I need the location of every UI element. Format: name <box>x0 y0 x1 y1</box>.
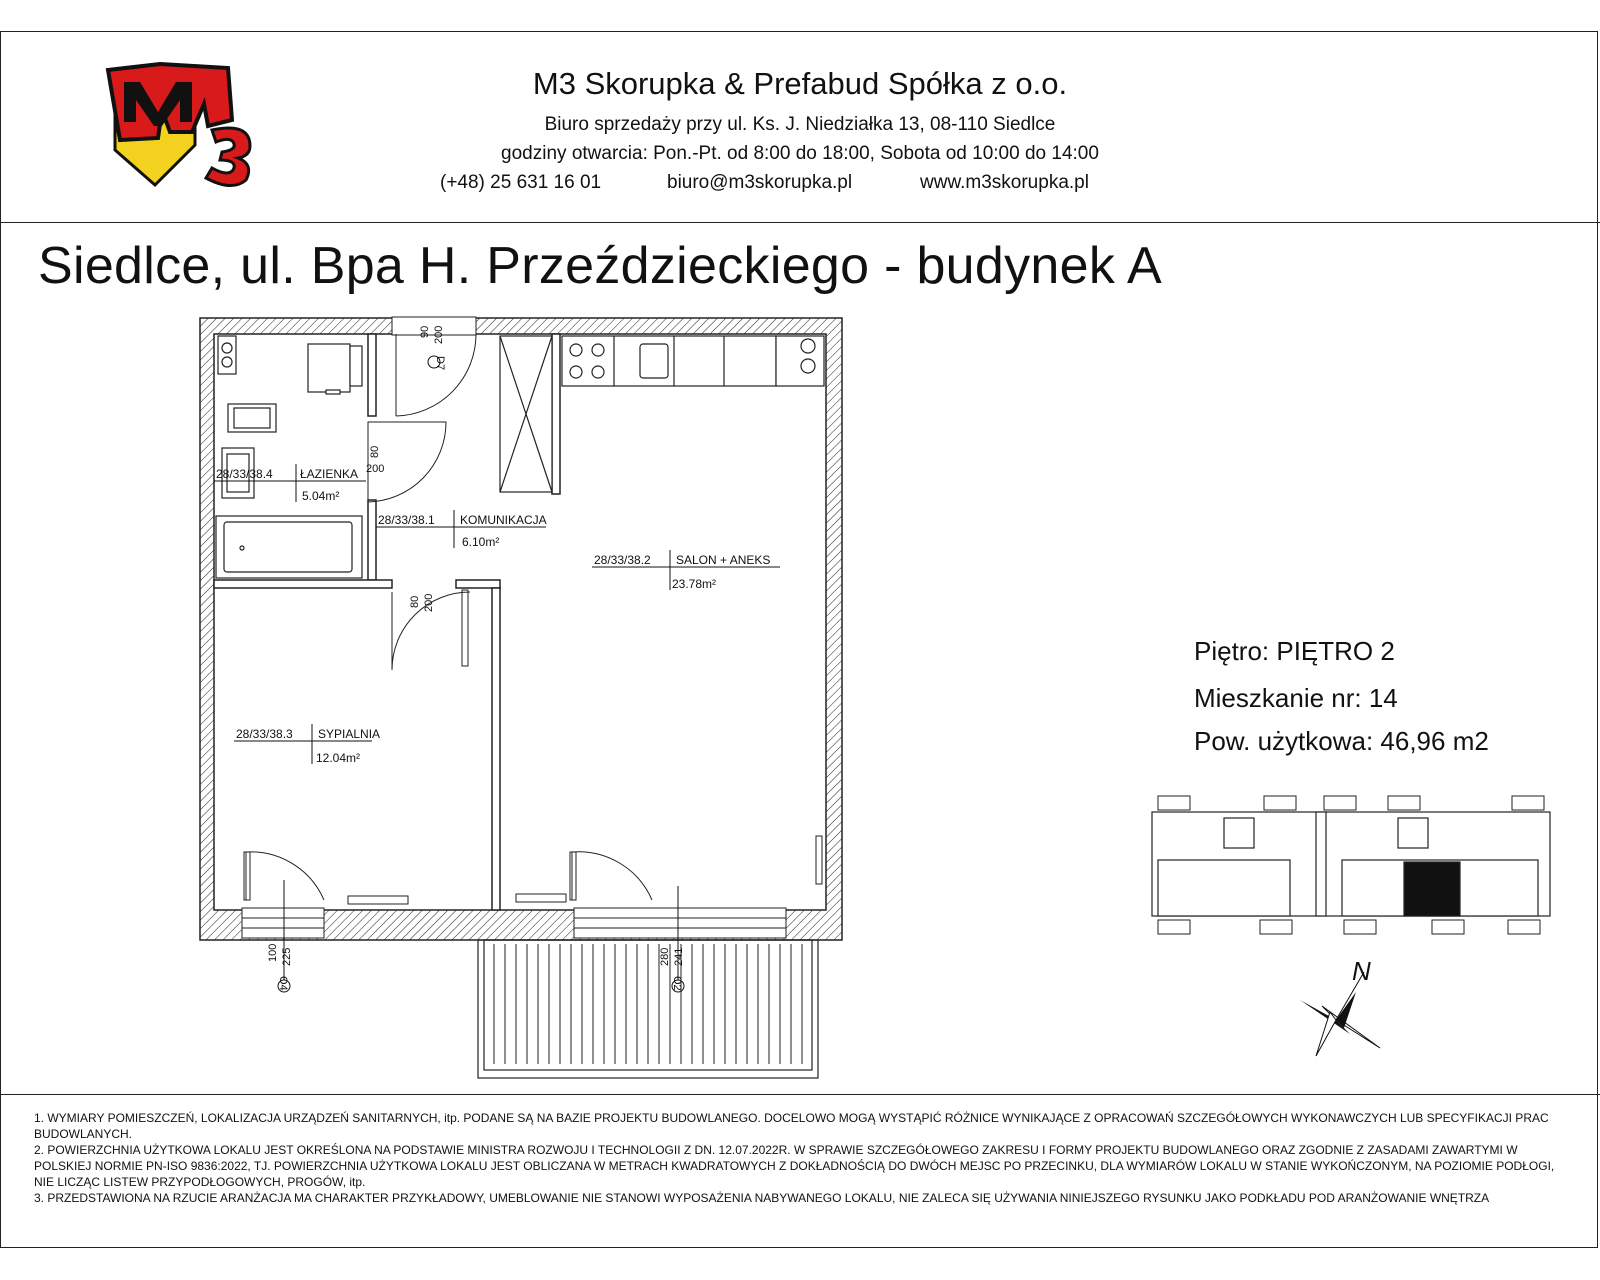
key-plan-balcony <box>1512 796 1544 810</box>
room-code: 28/33/38.1 <box>378 513 435 527</box>
info-apartment: Mieszkanie nr: 14 <box>1194 683 1398 713</box>
room-area: 6.10m² <box>462 535 500 549</box>
key-plan-balcony <box>1264 796 1296 810</box>
dim-top-door-id: D7 <box>434 356 446 371</box>
key-plan-balcony <box>1432 920 1464 934</box>
kitchen-counter <box>562 336 824 386</box>
key-plan-balcony <box>1260 920 1292 934</box>
room-name: SYPIALNIA <box>318 727 381 741</box>
dim-bed-door-h: 200 <box>423 593 435 612</box>
key-plan-balcony <box>1324 796 1356 810</box>
logo-text: M3 <box>100 60 102 61</box>
room-area: 23.78m² <box>672 577 717 591</box>
compass <box>1300 956 1380 1056</box>
room-code: 28/33/38.4 <box>216 467 273 481</box>
company-website[interactable]: www.m3skorupka.pl <box>920 172 1089 193</box>
info-area: Pow. użytkowa: 46,96 m2 <box>1194 726 1489 756</box>
dim-bath-door-w: 80 <box>369 445 381 458</box>
dim-bed-win-h: 225 <box>281 947 293 966</box>
room-name: KOMUNIKACJA <box>460 513 547 527</box>
key-plan-balcony <box>1508 920 1540 934</box>
dim-top-door-w: 90 <box>419 325 431 338</box>
room-area: 12.04m² <box>316 751 361 765</box>
key-plan-balcony <box>1158 920 1190 934</box>
room-code: 28/33/38.3 <box>236 727 293 741</box>
salon-window <box>574 908 786 938</box>
dim-salon-win-h: 241 <box>673 947 685 966</box>
bathroom-fixtures <box>216 336 362 578</box>
company-hours: godziny otwarcia: Pon.-Pt. od 8:00 do 18:00, Sobota od 10:00 do 14:00 <box>501 143 1099 164</box>
dim-salon-win-id: O2 <box>671 976 683 991</box>
company-phone: (+48) 25 631 16 01 <box>440 172 602 193</box>
bedroom-window <box>242 908 324 938</box>
note-2: 2. POWIERZCHNIA UŻYTKOWA LOKALU JEST OKREŚLONA NA PODSTAWIE MINISTRA ROZWOJU I TECHNOLOGII Z DN. 12.07.2022R. W SPRAWIE SZCZEGÓŁOWEGO ZAKRESU I FORMY PROJEKTU BUDOWLANEGO ORAZ ZGODNIE Z ZASADAMI ZAWARTYMI W POLSKIEJ NORMIE PN-ISO 9836:2022, TJ. POWIERZCHNIA UŻYTKOWA LOKALU JEST OBLICZANA W METRACH KWADRATOWYCH Z DOKŁADNOŚCIĄ DO DWÓCH MEJSC PO PRZECINKU, DLA WYMIARÓW LOKALU W STANIE WYKOŃCZONYM, NA POZIOMIE PODŁOGI, NIE LICZĄC LISTEW PRZYPODŁOGOWYCH, PROGÓW, itp. <box>34 1143 1555 1189</box>
compass-north-label: N <box>1352 956 1371 986</box>
dim-bath-door-h: 200 <box>366 463 385 475</box>
room-name: ŁAZIENKA <box>300 467 359 481</box>
room-code: 28/33/38.2 <box>594 553 651 567</box>
wardrobe <box>500 336 552 492</box>
dim-top-door-h: 200 <box>433 325 445 344</box>
notes <box>34 1110 1564 1206</box>
dim-bed-door-w: 80 <box>409 595 421 608</box>
company-name: M3 Skorupka & Prefabud Spółka z o.o. <box>532 66 1068 101</box>
dim-bed-win-w: 100 <box>267 943 279 962</box>
info-floor: Piętro: PIĘTRO 2 <box>1194 636 1395 666</box>
note-1: 1. WYMIARY POMIESZCZEŃ, LOKALIZACJA URZĄDZEŃ SANITARNYCH, itp. PODANE SĄ NA BAZIE PROJEKTU BUDOWLANEGO. DOCELOWO MOGĄ WYSTĄPIĆ RÓŻNICE WYNIKAJĄCE Z OPRACOWAŃ SZCZEGÓŁOWYCH WYKONAWCZYCH LUB SPECYFIKACJI PRAC BUDOWLANYCH. <box>34 1111 1549 1141</box>
radiators <box>348 894 566 904</box>
company-office: Biuro sprzedaży przy ul. Ks. J. Niedziałka 13, 08-110 Siedlce <box>544 114 1056 135</box>
balcony-grating <box>494 944 802 1064</box>
room-area: 5.04m² <box>302 489 340 503</box>
dim-salon-win-w: 280 <box>659 947 671 966</box>
key-plan-balcony <box>1344 920 1376 934</box>
room-name: SALON + ANEKS <box>676 553 771 567</box>
dim-bed-win-id: O4 <box>277 976 289 991</box>
note-3: 3. PRZEDSTAWIONA NA RZUCIE ARANŻACJA MA CHARAKTER PRZYKŁADOWY, UMEBLOWANIE NIE STANOWI WYPOSAŻENIA NABYWANEGO LOKALU, NIE ZALECA SIĘ UŻYWANIA NINIEJSZEGO RYSUNKU JAKO PODKŁADU POD ARANŻOWANIE WNĘTRZA <box>34 1191 1490 1205</box>
building-key-plan <box>1152 812 1550 916</box>
key-plan-balcony <box>1158 796 1190 810</box>
company-email[interactable]: biuro@m3skorupka.pl <box>667 172 853 193</box>
key-plan-balcony <box>1388 796 1420 810</box>
page-title: Siedlce, ul. Bpa H. Przeździeckiego - budynek A <box>38 237 1163 295</box>
